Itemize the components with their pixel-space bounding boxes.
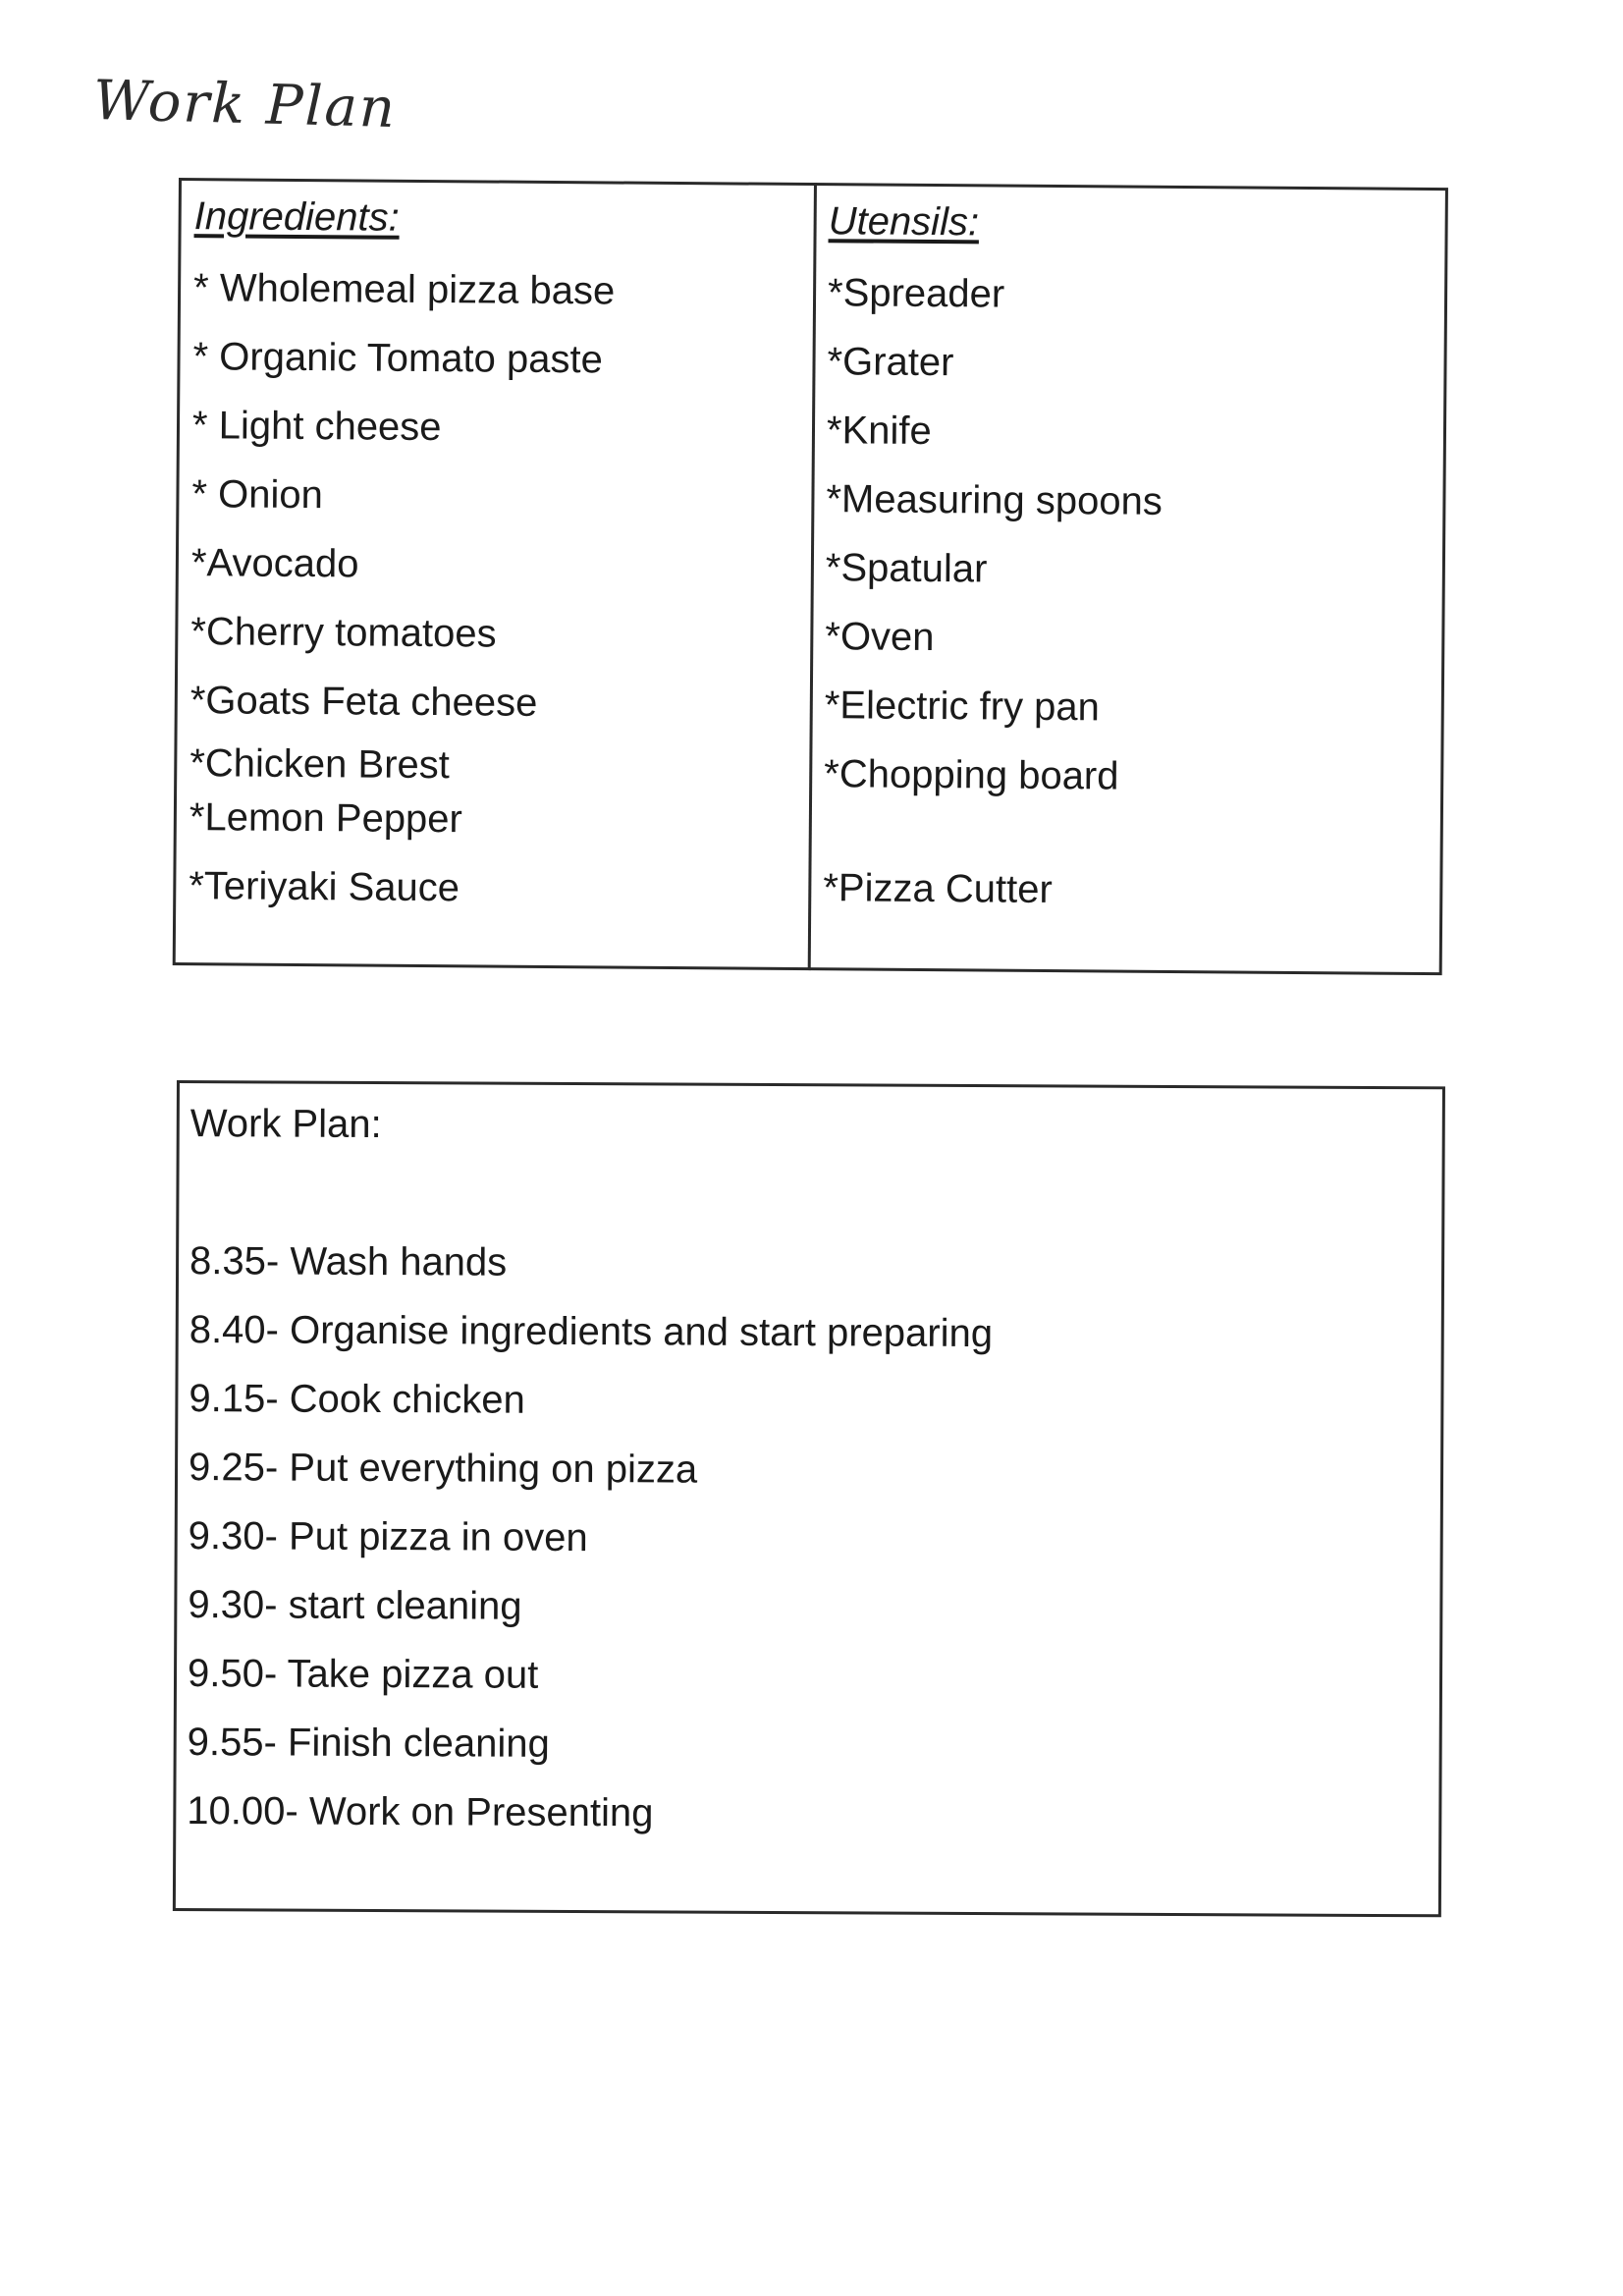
page-title: Work Plan <box>92 69 398 141</box>
plan-step: 8.35- Wash hands <box>189 1239 508 1285</box>
plan-step: 8.40- Organise ingredients and start preparing <box>189 1308 994 1356</box>
utensil-item: *Electric fry pan <box>824 683 1101 730</box>
plan-step: 9.25- Put everything on pizza <box>188 1446 698 1492</box>
ingredient-item: *Avocado <box>190 541 359 586</box>
ingredients-utensils-table <box>173 178 1448 975</box>
plan-step: 9.30- start cleaning <box>188 1583 522 1628</box>
ingredient-item: * Wholemeal pizza base <box>192 266 616 313</box>
work-plan-heading: Work Plan: <box>189 1102 382 1147</box>
utensil-item: *Grater <box>827 340 954 385</box>
ingredient-item: * Light cheese <box>191 404 442 450</box>
utensils-heading: Utensils: <box>828 199 980 245</box>
ingredients-heading: Ingredients: <box>193 194 400 240</box>
utensil-item: *Spreader <box>827 271 1005 316</box>
utensil-item: *Oven <box>825 615 935 660</box>
work-plan-content <box>187 1094 1428 1856</box>
ingredient-item: *Chicken Brest <box>189 741 451 788</box>
plan-step: 9.30- Put pizza in oven <box>188 1514 588 1560</box>
ingredient-item: *Teriyaki Sauce <box>189 864 460 910</box>
utensil-item: *Chopping board <box>824 752 1119 798</box>
utensil-item: *Pizza Cutter <box>823 866 1053 912</box>
utensil-item: *Knife <box>826 409 932 454</box>
ingredient-item: *Lemon Pepper <box>189 795 463 842</box>
ingredient-item: *Cherry tomatoes <box>190 610 497 656</box>
utensil-item: *Measuring spoons <box>826 477 1163 523</box>
ingredient-item: * Organic Tomato paste <box>192 335 603 382</box>
spacer <box>189 1163 1427 1237</box>
utensils-column <box>823 194 1437 932</box>
ingredients-column <box>189 190 803 930</box>
plan-step: 10.00- Work on Presenting <box>187 1789 654 1835</box>
ingredient-item: *Goats Feta cheese <box>189 679 538 725</box>
utensil-item: *Spatular <box>825 546 988 591</box>
plan-step: 9.50- Take pizza out <box>187 1652 539 1697</box>
plan-step: 9.15- Cook chicken <box>189 1377 525 1422</box>
work-plan-box <box>173 1080 1445 1917</box>
plan-step: 9.55- Finish cleaning <box>187 1721 550 1766</box>
ingredient-item: * Onion <box>191 472 324 518</box>
